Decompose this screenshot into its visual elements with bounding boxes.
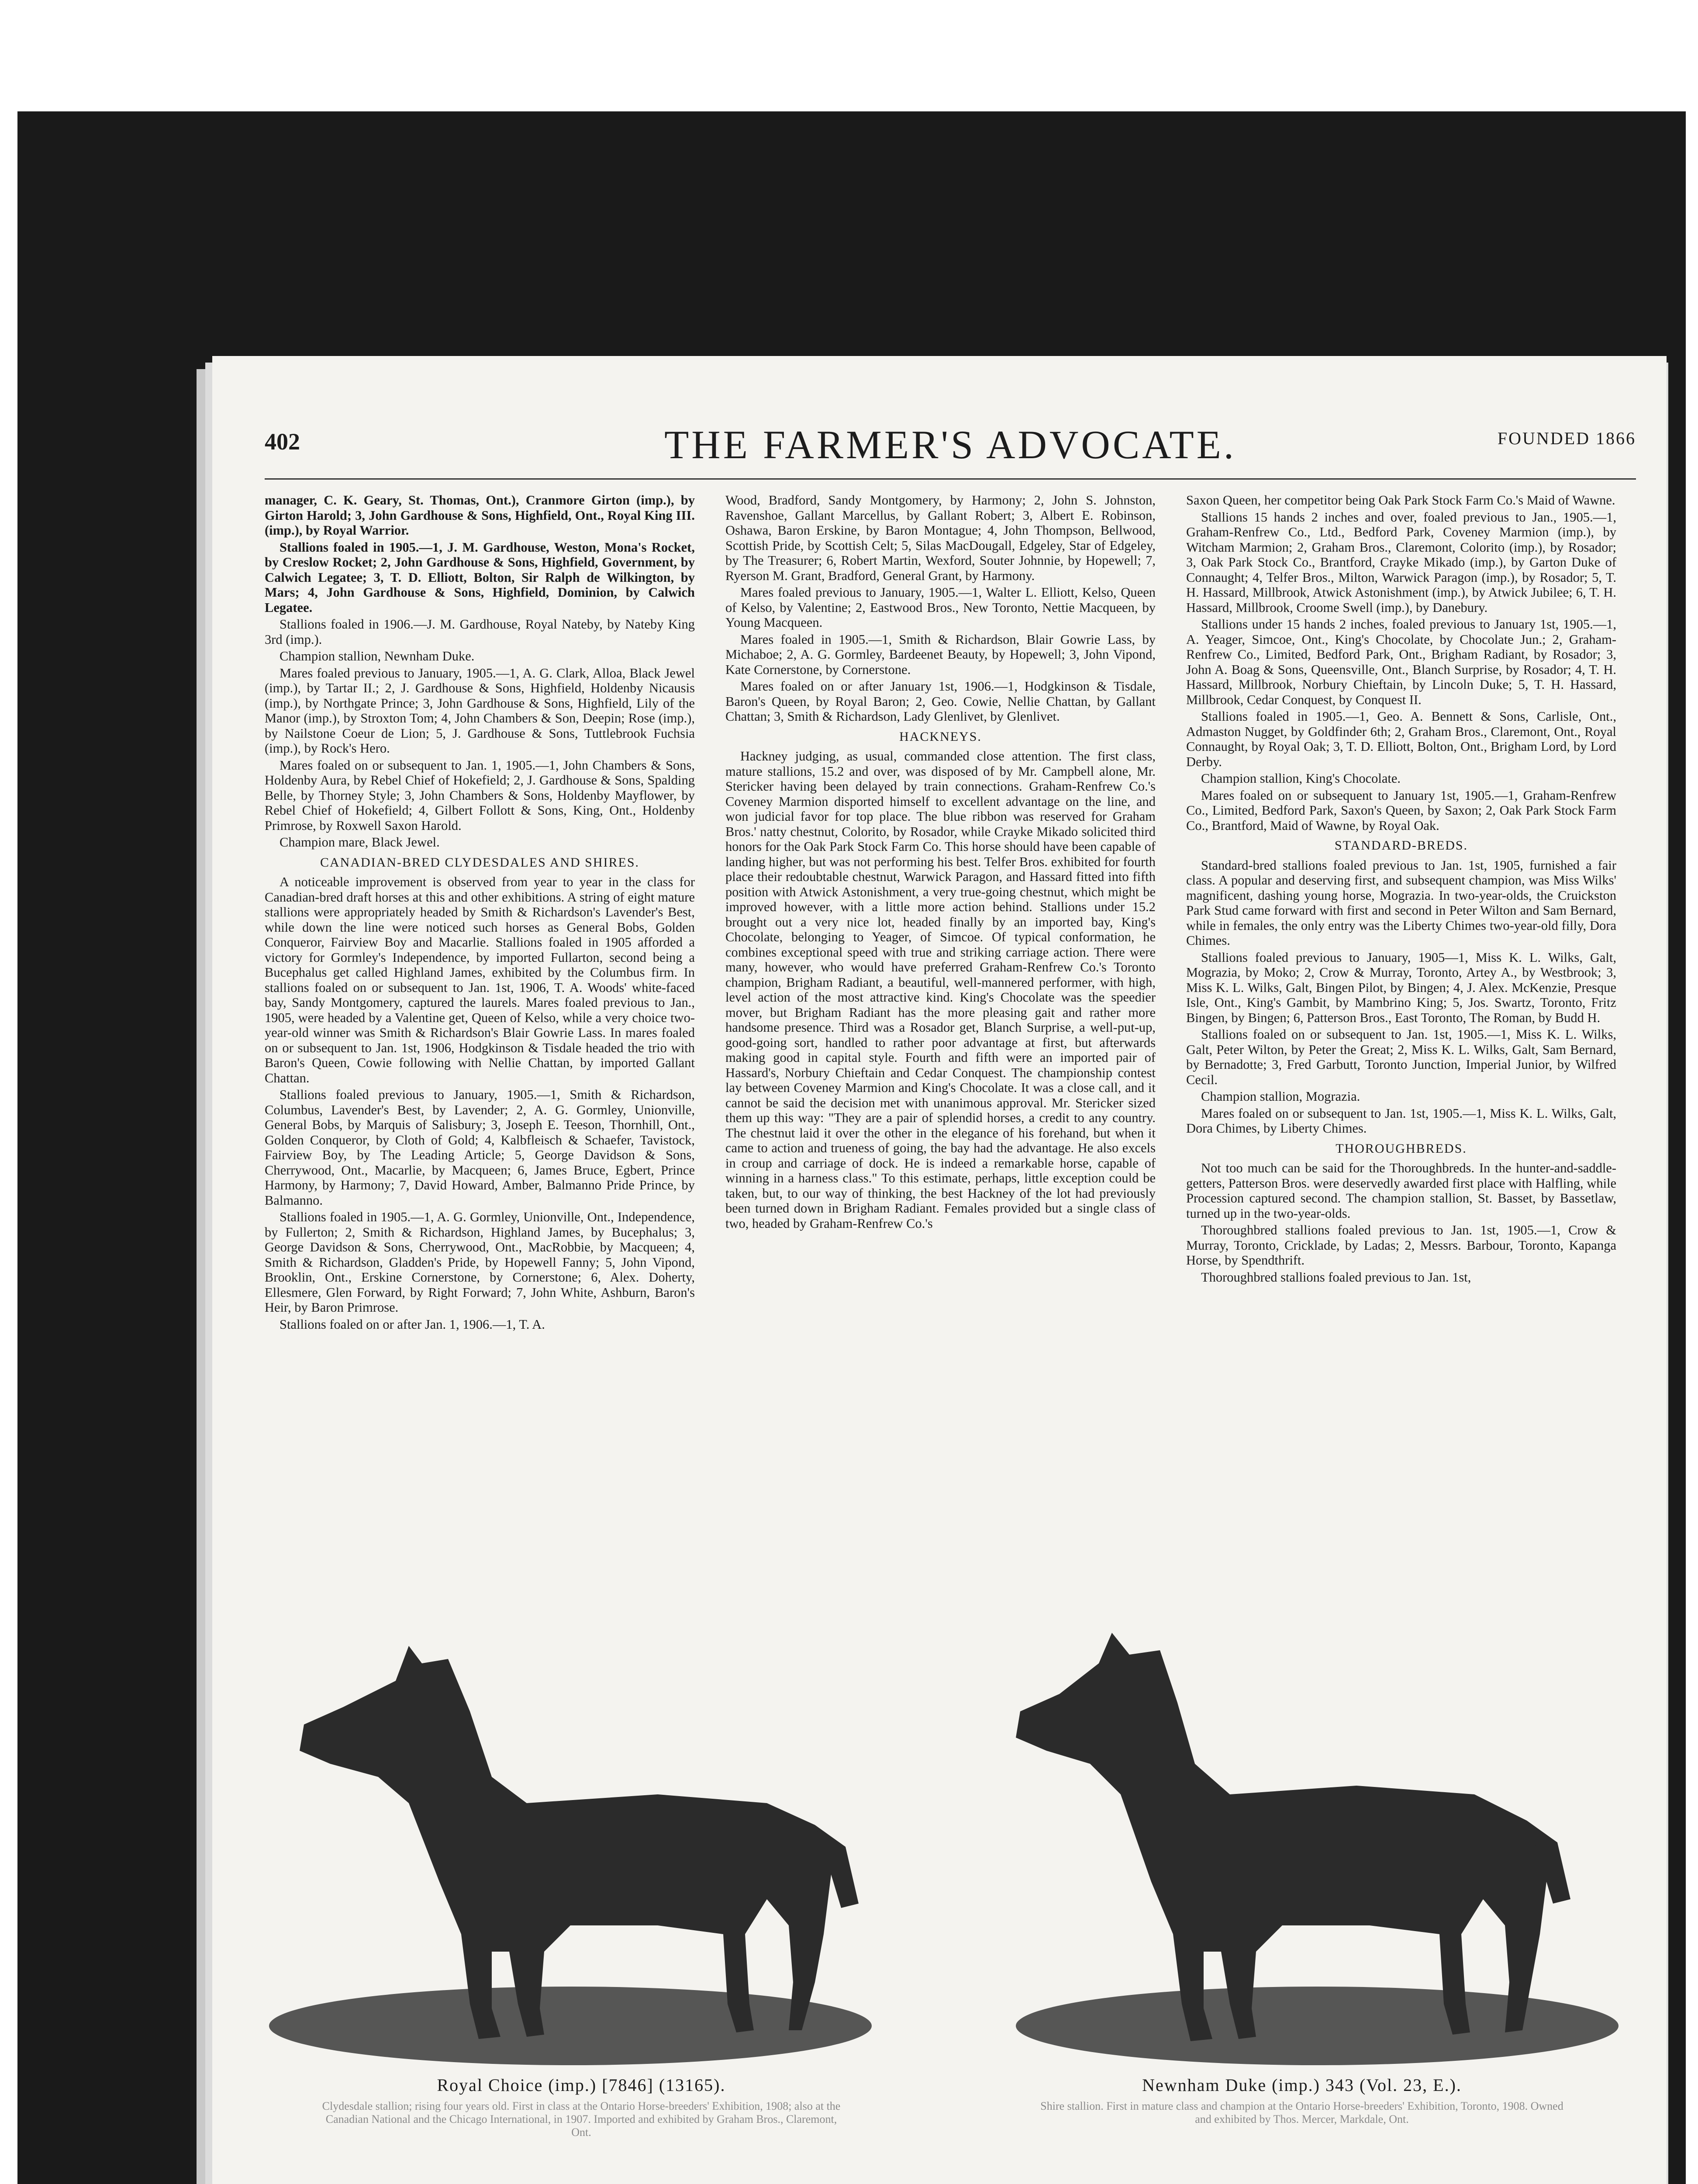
text-columns xyxy=(265,493,1636,1611)
paragraph: Stallions foaled in 1905.—1, A. G. Gormley, Unionville, Ont., Independence, by Fullerton; 2, Smith & Richardson, Highland James, by Bucephalus; 3, George Davidson & Sons, Cherrywood, Ont., MacRobbie, by Macqueen; 4, Smith & Richardson, Gladden's Pride, by Hopewell Fanny; 5, John Vipond, Brooklin, Ont., Erskine Cornerstone, by Cornerstone; 6, Alex. Doherty, Ellesmere, Glen Forward, by Right Forward; 7, John White, Ashburn, Baron's Heir, by Baron Primrose. xyxy=(265,1209,695,1315)
paragraph: Stallions foaled on or subsequent to Jan. 1st, 1905.—1, Miss K. L. Wilks, Galt, Peter Wilton, by Peter the Great; 2, Miss K. L. Wilks, Galt, Sam Bernard, by Bernadotte; 3, Fred Garbutt, Toronto Junction, Imperial Junior, by Wilfred Cecil. xyxy=(1186,1027,1616,1087)
paragraph: Mares foaled previous to January, 1905.—1, A. G. Clark, Alloa, Black Jewel (imp.), by Tartar II.; 2, J. Gardhouse & Sons, Highfield, Holdenby Nicausis (imp.), by Northgate Prince; 3, John Gardhouse & Sons, Highfield, Lily of the Manor (imp.), by Stroxton Tom; 4, John Chambers & Son, Deepin; Rose (imp.), by Nailstone Coeur de Lion; 5, J. Gardhouse & Sons, Tuttlebrook Fuchsia (imp.), by Rock's Hero. xyxy=(265,665,695,756)
paragraph: Stallions foaled previous to January, 1905—1, Miss K. L. Wilks, Galt, Mograzia, by Moko; 2, Crow & Murray, Toronto, Artey A., by Westbrook; 3, Miss K. L. Wilks, Galt, Bingen Pilot, by Bingen; 4, J. Alex. McKenzie, Presque Isle, Ont., King's Gambit, by Mambrino King; 5, Jos. Swartz, Toronto, Fritz Bingen, by Bingen; 6, Patterson Bros., East Toronto, The Roman, by Budd H. xyxy=(1186,950,1616,1025)
paragraph: Thoroughbred stallions foaled previous to Jan. 1st, 1905.—1, Crow & Murray, Toronto, Cricklade, by Ladas; 2, Messrs. Barbour, Toronto, Kapanga Horse, by Spendthrift. xyxy=(1186,1223,1616,1268)
paragraph: Champion stallion, King's Chocolate. xyxy=(1201,771,1401,786)
founded-note: FOUNDED 1866 xyxy=(1497,429,1636,448)
paragraph: Mares foaled previous to January, 1905.—1, Walter L. Elliott, Kelso, Queen of Kelso, by Valentine; 2, Eastwood Bros., New Toronto, Nettie Macqueen, by Young Macqueen. xyxy=(725,585,1156,630)
page-number: 402 xyxy=(265,429,300,455)
paragraph: Stallions 15 hands 2 inches and over, foaled previous to Jan., 1905.—1, Graham-Renfrew Co., Ltd., Bedford Park, Coveney Marmion (imp.), by Witcham Marmion; 2, Graham Bros., Claremont, Colorito (imp.), by Rosador; 3, Oak Park Stock Co., Brantford, Crayke Mikado (imp.), by Garton Duke of Connaught; 4, Telfer Bros., Milton, Warwick Paragon (imp.), by Rosador; 5, T. H. Hassard, Millbrook, Atwick Astonishment (imp.), by Atwick Jubilee; 6, T. H. Hassard, Millbrook, Croome Swell (imp.), by Danebury. xyxy=(1186,509,1616,615)
paragraph: Stallions foaled in 1905.—1, J. M. Gardhouse, Weston, Mona's Rocket, by Creslow Rocket; 2, John Gardhouse & Sons, Highfield, Government, by Calwich Legatee; 3, T. D. Elliott, Bolton, Sir Ralph de Wilkington, by Mars; 4, John Gardhouse & Sons, Highfield, Dominion, by Calwich Legatee. xyxy=(265,539,695,615)
paragraph: Stallions foaled in 1905.—1, Geo. A. Bennett & Sons, Carlisle, Ont., Admaston Nugget, by Goldfinder 6th; 2, Graham Bros., Claremont, Ont., Royal Connaught, by Royal Oak; 3, T. D. Elliott, Bolton, Ont., Brigham Lord, by Lord Derby. xyxy=(1186,709,1616,769)
column-1 xyxy=(265,493,695,1611)
paragraph: Saxon Queen, her competitor being Oak Park Stock Farm Co.'s Maid of Wawne. xyxy=(1186,493,1615,508)
photo-section xyxy=(265,1620,1636,2184)
paragraph: A noticeable improvement is observed from year to year in the class for Canadian-bred draft horses at this and other exhibitions. A string of eight mature stallions were appropriately headed by Smith & Richardson's Lavender's Best, while down the line were noticed such horses as General Bobs, Golden Conqueror, Fairview Boy and Macarlie. Stallions foaled in 1905 afforded a victory for Gormley's Independence, by imported Fullarton, second being a Bucephalus get called Highland James, exhibited by the Columbus firm. In stallions foaled on or subsequent to Jan. 1st, 1906, T. A. Woods' white-faced bay, Sandy Montgomery, captured the laurels. Mares foaled previous to Jan., 1905, were headed by a Valentine get, Queen of Kelso, while a very choice two-year-old winner was Smith & Richardson's Blair Gowrie Lass. In mares foaled on or subsequent to Jan. 1st, 1906, Hodgkinson & Tisdale headed the trio with Baron's Queen, Cowie following with Nellie Chattan, by imported Gallant Chattan. xyxy=(265,874,695,1085)
paragraph: Stallions foaled in 1906.—J. M. Gardhouse, Royal Nateby, by Nateby King 3rd (imp.). xyxy=(265,617,695,647)
paragraph: Stallions foaled previous to January, 1905.—1, Smith & Richardson, Columbus, Lavender's Best, by Lavender; 2, A. G. Gormley, Unionville, General Bobs, by Marquis of Salisbury; 3, Joseph E. Teeson, Thornhill, Ont., Golden Conqueror, by Cloth of Gold; 4, Kalbfleisch & Schaefer, Tavistock, Fairview Boy, by The Leading Article; 5, George Davidson & Sons, Cherrywood, Ont., Macarlie, by Macqueen; 6, James Bruce, Egbert, Prince Harmony, by Harmony; 7, David Howard, Amber, Balmanno Pride Prince, by Balmanno. xyxy=(265,1087,695,1208)
column-2 xyxy=(725,493,1156,1611)
paragraph: Mares foaled on or after January 1st, 1906.—1, Hodgkinson & Tisdale, Baron's Queen, by Royal Baron; 2, Geo. Cowie, Nellie Chattan, by Gallant Chattan; 3, Smith & Richardson, Lady Glenlivet, by Glenlivet. xyxy=(725,679,1156,724)
section-heading: STANDARD-BREDS. xyxy=(1334,838,1468,853)
photo-caption-title: Newnham Duke (imp.) 343 (Vol. 23, E.). xyxy=(1142,2075,1462,2095)
paragraph: Mares foaled in 1905.—1, Smith & Richardson, Blair Gowrie Lass, by Michaboe; 2, A. G. Gormley, Bardeenet Beauty, by Hopewell; 3, John Vipond, Kate Cornerstone, by Cornerstone. xyxy=(725,632,1156,677)
paragraph: Stallions under 15 hands 2 inches, foaled previous to January 1st, 1905.—1, A. Yeager, Simcoe, Ont., King's Chocolate, by Chocolate Jun.; 2, Graham-Renfrew Co., Limited, Bedford Park, Ont., Brigham Radiant, by Rosador; 3, John A. Boag & Sons, Queensville, Ont., Blanch Surprise, by Rosador; 4, T. H. Hassard, Millbrook, Norbury Chieftain, by Lincoln Duke; 5, T. H. Hassard, Millbrook, Cedar Conquest, by Conquest II. xyxy=(1186,617,1616,707)
paragraph: Standard-bred stallions foaled previous to Jan. 1st, 1905, furnished a fair class. A popular and deserving first, and subsequent champion, was Miss Wilks' magnificent, dashing young horse, Mograzia. In two-year-olds, the Cruickston Park Stud came forward with first and second in Peter Wilton and Sam Bernard, while in females, the only entry was the Liberty Chimes two-year-old filly, Dora Chimes. xyxy=(1186,857,1616,948)
paragraph: Mares foaled on or subsequent to Jan. 1st, 1905.—1, Miss K. L. Wilks, Galt, Dora Chimes, by Liberty Chimes. xyxy=(1186,1106,1616,1136)
paragraph: Mares foaled on or subsequent to January 1st, 1905.—1, Graham-Renfrew Co., Limited, Bedford Park, Saxon's Queen, by Saxon; 2, Oak Park Stock Farm Co., Brantford, Maid of Wawne, by Royal Oak. xyxy=(1186,788,1616,833)
paragraph: Champion stallion, Mograzia. xyxy=(1201,1089,1360,1104)
paragraph: Thoroughbred stallions foaled previous to Jan. 1st, xyxy=(1201,1269,1471,1285)
photo-royal-choice xyxy=(265,1620,898,2139)
page-header xyxy=(265,422,1636,480)
column-3 xyxy=(1186,493,1616,1611)
paragraph: Hackney judging, as usual, commanded close attention. The first class, mature stallions, 15.2 and over, was disposed of by Mr. Campbell alone, Mr. Stericker having been delayed by train connections. Graham-Renfrew Co.'s Coveney Marmion disported himself to excellent advantage on the line, and won judicial favor for top place. The blue ribbon was reserved for Graham Bros.' natty chestnut, Colorito, by Rosador, while Crayke Mikado solicited third honors for the Oak Park Stock Farm Co. This horse should have been capable of landing higher, but was not performing his best. Telfer Bros. exhibited for fourth place their redoubtable chestnut, Warwick Paragon, and Hassard fitted into fifth position with Atwick Astonishment, a very true-going chestnut, which might be improved however, with a little more action behind. Stallions under 15.2 brought out a very nice lot, headed finally by an imported bay, King's Chocolate, belonging to Yeager, of Simcoe. Of typical conformation, he combines exceptional speed with true and striking carriage action. There were many, however, who would have preferred Graham-Renfrew Co.'s Toronto champion, Brigham Radiant, a beautiful, well-mannered performer, with high, level action of the most attractive kind. King's Chocolate was the speedier mover, but Brigham Radiant has the more pleasing gait and rather more handsome presence. Third was a Rosador get, Blanch Surprise, a well-put-up, good-going sort, handled to rather poor advantage at first, but afterwards making good in capital style. Fourth and fifth were an imported pair of Hassard's, Norbury Chieftain and Cedar Conquest. The championship contest lay between Coveney Marmion and King's Chocolate. It was a close call, and it cannot be said the decision met with unanimous approval. Mr. Stericker sized them up this way: "They are a pair of splendid horses, a credit to any country. The chestnut laid it over the other in the elegance of his forehand, but when it came to action and trueness of going, the bay had the advantage. He also excels in croup and carriage of dock. He is indeed a remarkable horse, capable of winning in a harness class." To this estimate, perhaps, little exception could be taken, but, to our way of thinking, the best Hackney of the lot had previously been turned down in Brigham Radiant. Females provided but a single class of two, headed by Graham-Renfrew Co.'s xyxy=(725,749,1156,1231)
photo-caption-description: Clydesdale stallion; rising four years old. First in class at the Ontario Horse-breeders' Exhibition, 1908; also at the Canadian National and the Chicago International, in 1907. Imported and exhibited by Graham Bros., Claremont, Ont. xyxy=(322,2100,841,2139)
photo-newnham-duke xyxy=(985,1620,1619,2126)
paragraph: Stallions foaled on or after Jan. 1, 1906.—1, T. A. xyxy=(280,1317,545,1332)
photo-caption-title: Royal Choice (imp.) [7846] (13165). xyxy=(437,2075,726,2095)
horse-photo-right xyxy=(985,1620,1619,2070)
paragraph: Champion mare, Black Jewel. xyxy=(280,835,440,850)
section-heading: CANADIAN-BRED CLYDESDALES AND SHIRES. xyxy=(320,855,640,870)
paragraph: Wood, Bradford, Sandy Montgomery, by Harmony; 2, John S. Johnston, Ravenshoe, Gallant Marcellus, by Gallant Robert; 3, Albert E. Robinson, Oshawa, Baron Erskine, by Baron Montague; 4, John Thompson, Bellwood, Scottish Pride, by Scottish Celt; 5, Silas MacDougall, Edgeley, Star of Edgeley, by The Treasurer; 6, Robert Martin, Wexford, Souter Johnnie, by Hopewell; 7, Ryerson M. Grant, Bradford, General Grant, by Harmony. xyxy=(725,493,1156,583)
paragraph: Not too much can be said for the Thoroughbreds. In the hunter-and-saddle-getters, Patterson Bros. were deservedly awarded first place with Halfling, while Procession captured second. The champion stallion, St. Basset, by Bassetlaw, turned up in the two-year-olds. xyxy=(1186,1161,1616,1221)
section-heading: HACKNEYS. xyxy=(899,729,982,744)
masthead-title: THE FARMER'S ADVOCATE. xyxy=(664,422,1236,467)
paragraph: Mares foaled on or subsequent to Jan. 1, 1905.—1, John Chambers & Sons, Holdenby Aura, by Rebel Chief of Hokefield; 2, J. Gardhouse & Sons, Spalding Belle, by Thorney Style; 3, John Chambers & Sons, Holdenby Mayflower, by Rebel Chief of Hokefield; 4, Gilbert Follott & Sons, King, Ont., Holdenby Primrose, by Roxwell Saxon Harold. xyxy=(265,757,695,833)
section-heading: THOROUGHBREDS. xyxy=(1336,1141,1467,1156)
newspaper-page xyxy=(212,356,1667,2184)
photo-caption-description: Shire stallion. First in mature class and champion at the Ontario Horse-breeders' Exhibition, Toronto, 1908. Owned and exhibited by Thos. Mercer, Markdale, Ont. xyxy=(1040,2100,1563,2125)
paragraph: Champion stallion, Newnham Duke. xyxy=(280,649,475,663)
horse-photo-left xyxy=(265,1620,898,2070)
paragraph: manager, C. K. Geary, St. Thomas, Ont.), Cranmore Girton (imp.), by Girton Harold; 3, John Gardhouse & Sons, Highfield, Ont., Royal King III. (imp.), by Royal Warrior. xyxy=(265,493,695,538)
